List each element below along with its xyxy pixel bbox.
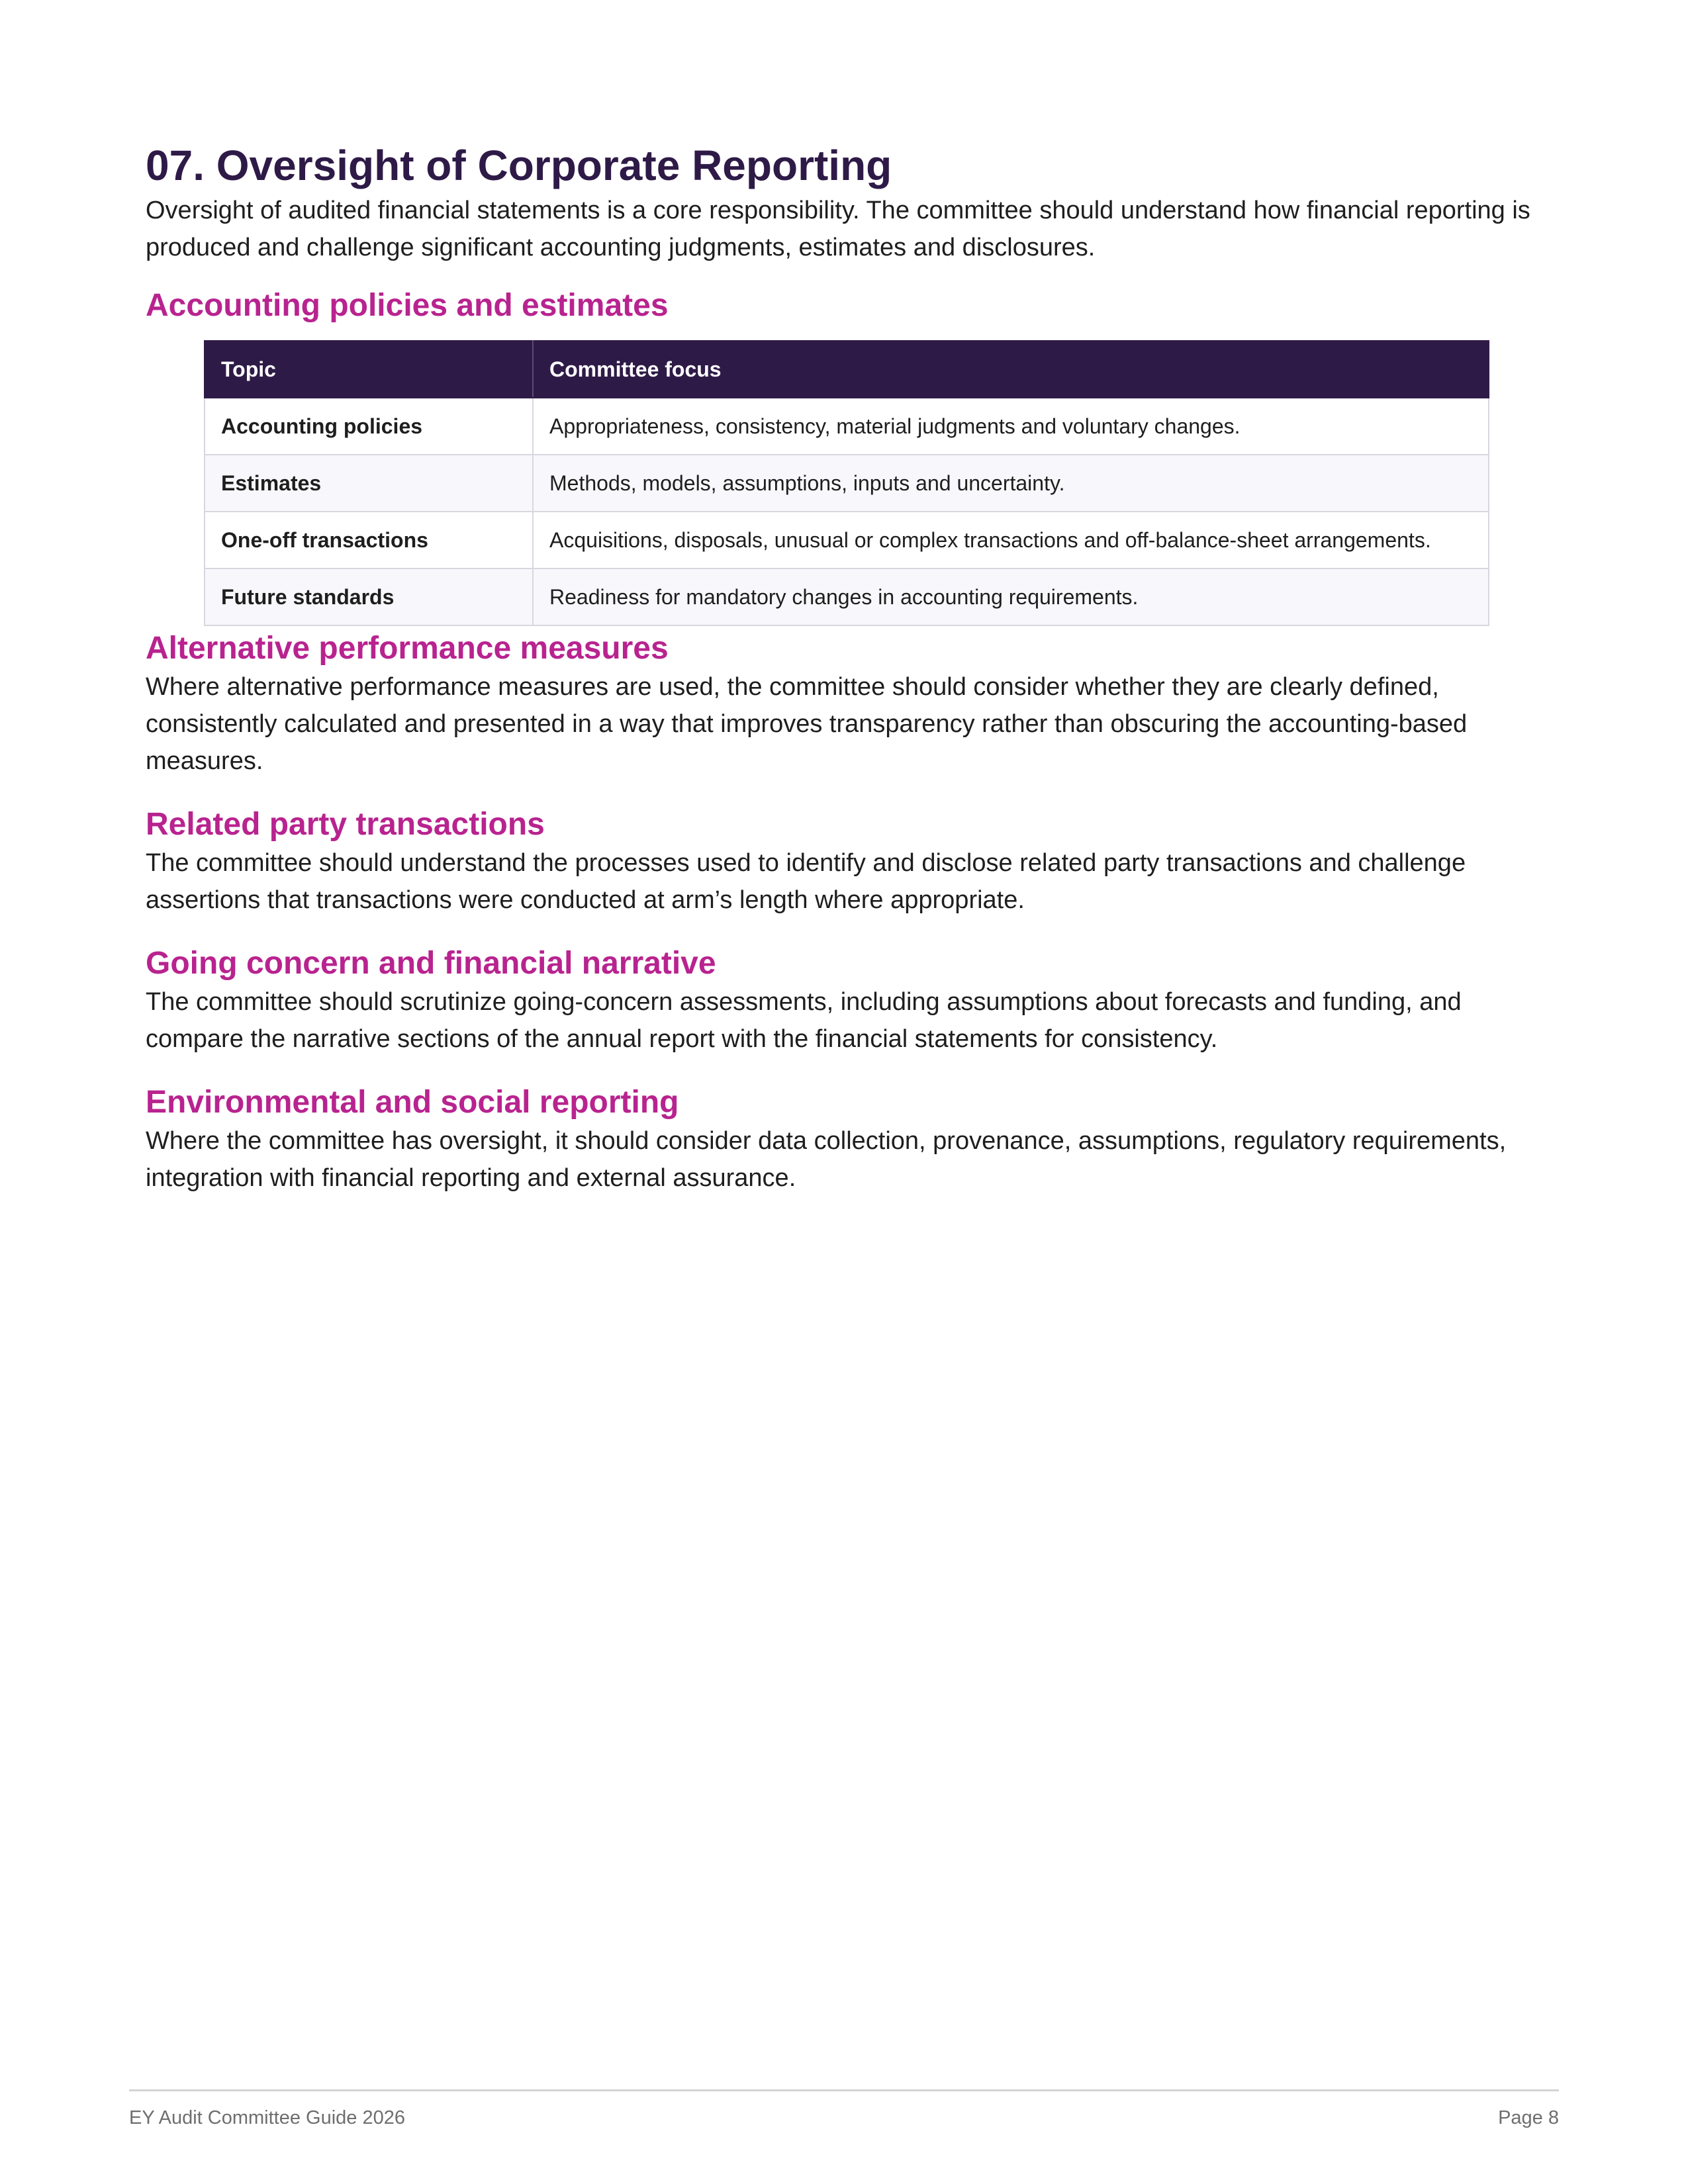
- intro-paragraph: Oversight of audited financial statements is a core responsibility. The committee should understand how financial reporting is produced and challenge significant accounting judgments, estimates and disclosures.: [146, 197, 1530, 261]
- committee-focus-table: [204, 340, 1489, 626]
- table-header-topic: Topic: [205, 341, 533, 398]
- table-cell-topic: Accounting policies: [205, 398, 533, 455]
- section-paragraph-going-concern: The committee should scrutinize going-concern assessments, including assumptions about forecasts and funding, and compare the narrative sections of the annual report with the financial statements for consistency.: [146, 988, 1462, 1053]
- section-paragraph-related-party-transactions: The committee should understand the processes used to identify and disclose related party transactions and challenge assertions that transactions were conducted at arm’s length where appropriate.: [146, 849, 1466, 914]
- table-header-row: [205, 341, 1489, 398]
- table-row: [205, 512, 1489, 569]
- section-heading-accounting-policies: Accounting policies and estimates: [146, 288, 669, 323]
- section-paragraph-alternative-performance-measures: Where alternative performance measures are used, the committee should consider whether they are clearly defined, consistently calculated and presented in a way that improves transparency rather than obscuring the accounting-based measures.: [146, 673, 1468, 775]
- table-cell-topic: Estimates: [205, 455, 533, 512]
- table-row: [205, 455, 1489, 512]
- table-cell-focus: Appropriateness, consistency, material judgments and voluntary changes.: [533, 398, 1489, 455]
- table-cell-focus: Acquisitions, disposals, unusual or complex transactions and off-balance-sheet arrangements.: [533, 512, 1489, 569]
- section-paragraph-environmental-social: Where the committee has oversight, it should consider data collection, provenance, assumptions, regulatory requirements, integration with financial reporting and external assurance.: [146, 1127, 1507, 1192]
- table-cell-topic: One-off transactions: [205, 512, 533, 569]
- section-heading-environmental-social: Environmental and social reporting: [146, 1085, 679, 1120]
- section-heading-going-concern: Going concern and financial narrative: [146, 946, 716, 981]
- table-cell-focus: Methods, models, assumptions, inputs and uncertainty.: [533, 455, 1489, 512]
- section-heading-alternative-performance-measures: Alternative performance measures: [146, 631, 669, 666]
- table-row: [205, 398, 1489, 455]
- page-content: [146, 139, 1542, 1197]
- page-footer: [129, 2089, 1559, 2128]
- table-header-committee-focus: Committee focus: [533, 341, 1489, 398]
- footer-page-number: Page 8: [1498, 2107, 1559, 2128]
- page-title: 07. Oversight of Corporate Reporting: [146, 142, 892, 189]
- table-cell-focus: Readiness for mandatory changes in accounting requirements.: [533, 569, 1489, 625]
- footer-document-title: EY Audit Committee Guide 2026: [129, 2107, 405, 2128]
- section-heading-related-party-transactions: Related party transactions: [146, 807, 545, 842]
- table-row: [205, 569, 1489, 625]
- table-cell-topic: Future standards: [205, 569, 533, 625]
